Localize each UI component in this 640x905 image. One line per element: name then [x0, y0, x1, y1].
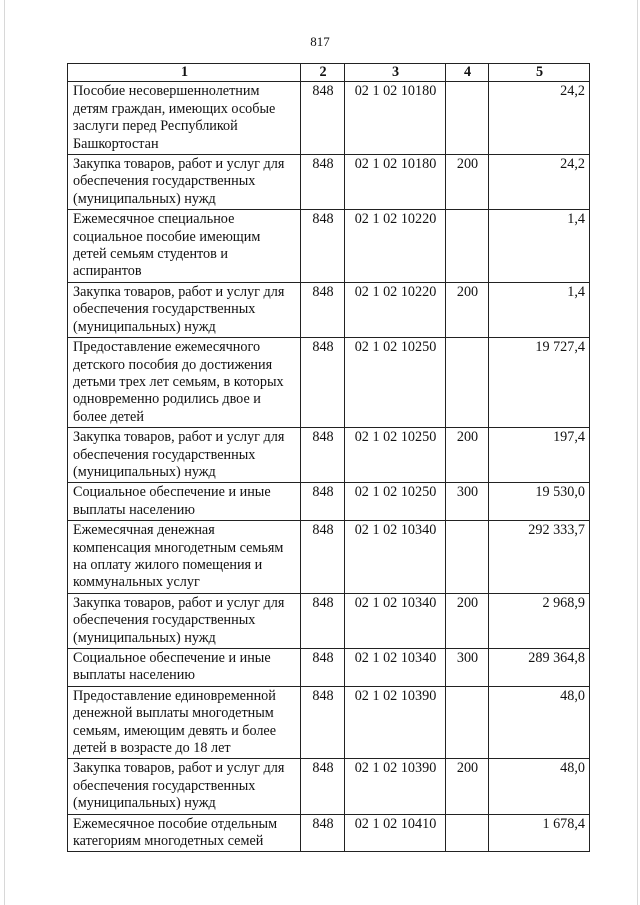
cell-name: Предоставление ежемесячного детского пособия до достижения детьми трех лет семьям, в которых одновременно родились двое и более детей [68, 338, 301, 428]
scan-edge-left [4, 0, 5, 905]
cell-code: 02 1 02 10390 [345, 686, 446, 759]
cell-ved: 848 [301, 814, 345, 852]
cell-sum: 48,0 [489, 759, 590, 814]
header-col-5: 5 [489, 64, 590, 82]
cell-name: Ежемесячное специальное социальное пособие имеющим детей семьям студентов и аспирантов [68, 210, 301, 283]
cell-name: Закупка товаров, работ и услуг для обеспечения государственных (муниципальных) нужд [68, 759, 301, 814]
cell-sum: 1,4 [489, 210, 590, 283]
cell-code: 02 1 02 10340 [345, 649, 446, 687]
cell-vr [446, 686, 489, 759]
cell-ved: 848 [301, 155, 345, 210]
cell-sum: 48,0 [489, 686, 590, 759]
cell-name: Ежемесячная денежная компенсация многодетным семьям на оплату жилого помещения и коммунальных услуг [68, 521, 301, 594]
cell-name: Предоставление единовременной денежной выплаты многодетным семьям, имеющим девять и более детей в возрасте до 18 лет [68, 686, 301, 759]
cell-vr: 200 [446, 428, 489, 483]
cell-sum: 1 678,4 [489, 814, 590, 852]
table-row [68, 814, 590, 852]
cell-code: 02 1 02 10220 [345, 210, 446, 283]
cell-code: 02 1 02 10220 [345, 282, 446, 337]
cell-code: 02 1 02 10250 [345, 428, 446, 483]
cell-ved: 848 [301, 338, 345, 428]
table-row [68, 649, 590, 687]
cell-code: 02 1 02 10250 [345, 483, 446, 521]
cell-ved: 848 [301, 82, 345, 155]
table-header [68, 64, 590, 82]
cell-vr: 200 [446, 759, 489, 814]
table-row [68, 282, 590, 337]
cell-vr: 300 [446, 483, 489, 521]
table-row [68, 593, 590, 648]
cell-vr: 200 [446, 593, 489, 648]
header-col-3: 3 [345, 64, 446, 82]
table-row [68, 428, 590, 483]
cell-code: 02 1 02 10340 [345, 521, 446, 594]
cell-sum: 2 968,9 [489, 593, 590, 648]
table-row [68, 483, 590, 521]
cell-sum: 24,2 [489, 155, 590, 210]
header-col-2: 2 [301, 64, 345, 82]
table-row [68, 155, 590, 210]
cell-sum: 197,4 [489, 428, 590, 483]
cell-sum: 19 727,4 [489, 338, 590, 428]
cell-ved: 848 [301, 649, 345, 687]
cell-name: Закупка товаров, работ и услуг для обеспечения государственных (муниципальных) нужд [68, 428, 301, 483]
cell-sum: 19 530,0 [489, 483, 590, 521]
cell-code: 02 1 02 10250 [345, 338, 446, 428]
cell-name: Социальное обеспечение и иные выплаты населению [68, 649, 301, 687]
table-row [68, 338, 590, 428]
cell-ved: 848 [301, 521, 345, 594]
cell-code: 02 1 02 10180 [345, 82, 446, 155]
cell-ved: 848 [301, 210, 345, 283]
cell-sum: 1,4 [489, 282, 590, 337]
header-col-1: 1 [68, 64, 301, 82]
cell-name: Закупка товаров, работ и услуг для обеспечения государственных (муниципальных) нужд [68, 282, 301, 337]
cell-vr [446, 814, 489, 852]
cell-code: 02 1 02 10180 [345, 155, 446, 210]
cell-vr [446, 338, 489, 428]
cell-name: Социальное обеспечение и иные выплаты населению [68, 483, 301, 521]
cell-sum: 289 364,8 [489, 649, 590, 687]
cell-name: Ежемесячное пособие отдельным категориям многодетных семей [68, 814, 301, 852]
cell-sum: 24,2 [489, 82, 590, 155]
header-col-4: 4 [446, 64, 489, 82]
cell-vr [446, 210, 489, 283]
cell-ved: 848 [301, 759, 345, 814]
cell-sum: 292 333,7 [489, 521, 590, 594]
cell-code: 02 1 02 10390 [345, 759, 446, 814]
cell-ved: 848 [301, 428, 345, 483]
table-row [68, 521, 590, 594]
cell-vr: 200 [446, 282, 489, 337]
table-row [68, 82, 590, 155]
page-number: 817 [310, 34, 330, 49]
cell-vr [446, 521, 489, 594]
cell-vr: 200 [446, 155, 489, 210]
table-body [68, 82, 590, 852]
cell-name: Закупка товаров, работ и услуг для обеспечения государственных (муниципальных) нужд [68, 593, 301, 648]
cell-ved: 848 [301, 483, 345, 521]
cell-code: 02 1 02 10410 [345, 814, 446, 852]
cell-vr: 300 [446, 649, 489, 687]
header-row [68, 64, 590, 82]
table-row [68, 759, 590, 814]
cell-ved: 848 [301, 282, 345, 337]
cell-code: 02 1 02 10340 [345, 593, 446, 648]
cell-name: Закупка товаров, работ и услуг для обеспечения государственных (муниципальных) нужд [68, 155, 301, 210]
budget-table [67, 63, 590, 852]
table-row [68, 686, 590, 759]
table-row [68, 210, 590, 283]
cell-name: Пособие несовершеннолетним детям граждан, имеющих особые заслуги перед Республикой Башкортостан [68, 82, 301, 155]
cell-ved: 848 [301, 686, 345, 759]
cell-vr [446, 82, 489, 155]
cell-ved: 848 [301, 593, 345, 648]
scan-edge-right [637, 0, 638, 905]
